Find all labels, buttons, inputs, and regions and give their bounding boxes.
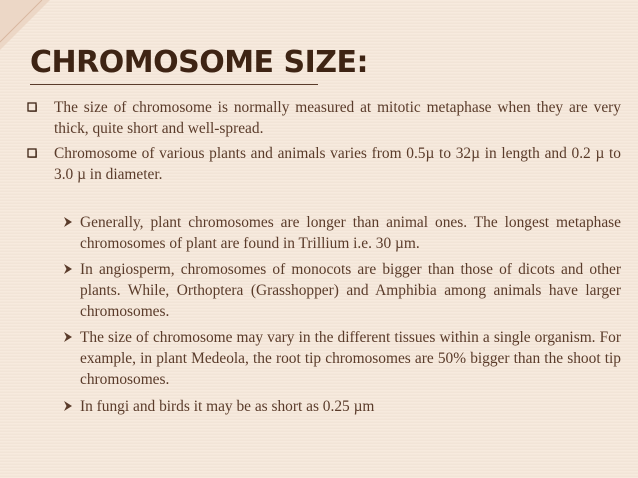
sub-bullet-item <box>80 212 621 254</box>
title-underline <box>30 84 318 85</box>
hollow-square-bullet-icon <box>27 148 37 158</box>
sub-bullet-text: In angiosperm, chromosomes of monocots are bigger than those of dicots and other plants. While, Orthoptera (Grasshopper) and Amphibia among animals have larger chromosomes. <box>80 261 621 320</box>
arrowhead-bullet-icon <box>62 215 74 229</box>
bullet-item <box>54 143 621 185</box>
bullet-item <box>54 97 621 139</box>
sub-bullet-text: The size of chromosome may vary in the different tissues within a single organism. For example, in plant Medeola, the root tip chromosomes are 50% bigger than the shoot tip chromosomes. <box>80 329 621 388</box>
sub-bullet-item <box>80 259 621 322</box>
sub-bullet-text: In fungi and birds it may be as short as 0.25 µm <box>80 398 375 415</box>
arrowhead-bullet-icon <box>62 399 74 413</box>
slide-title: CHROMOSOME SIZE: <box>30 45 368 80</box>
sub-bullet-text: Generally, plant chromosomes are longer than animal ones. The longest metaphase chromosomes of plant are found in Trillium i.e. 30 µm. <box>80 214 621 252</box>
arrowhead-bullet-icon <box>62 262 74 276</box>
bullet-text: Chromosome of various plants and animals varies from 0.5µ to 32µ in length and 0.2 µ to 3.0 µ in diameter. <box>54 145 621 183</box>
sub-bullet-item <box>80 396 621 417</box>
sub-bullet-item <box>80 327 621 390</box>
corner-ornament-icon <box>0 0 50 50</box>
bullet-text: The size of chromosome is normally measured at mitotic metaphase when they are very thick, quite short and well-spread. <box>54 99 621 137</box>
hollow-square-bullet-icon <box>27 102 37 112</box>
arrowhead-bullet-icon <box>62 330 74 344</box>
